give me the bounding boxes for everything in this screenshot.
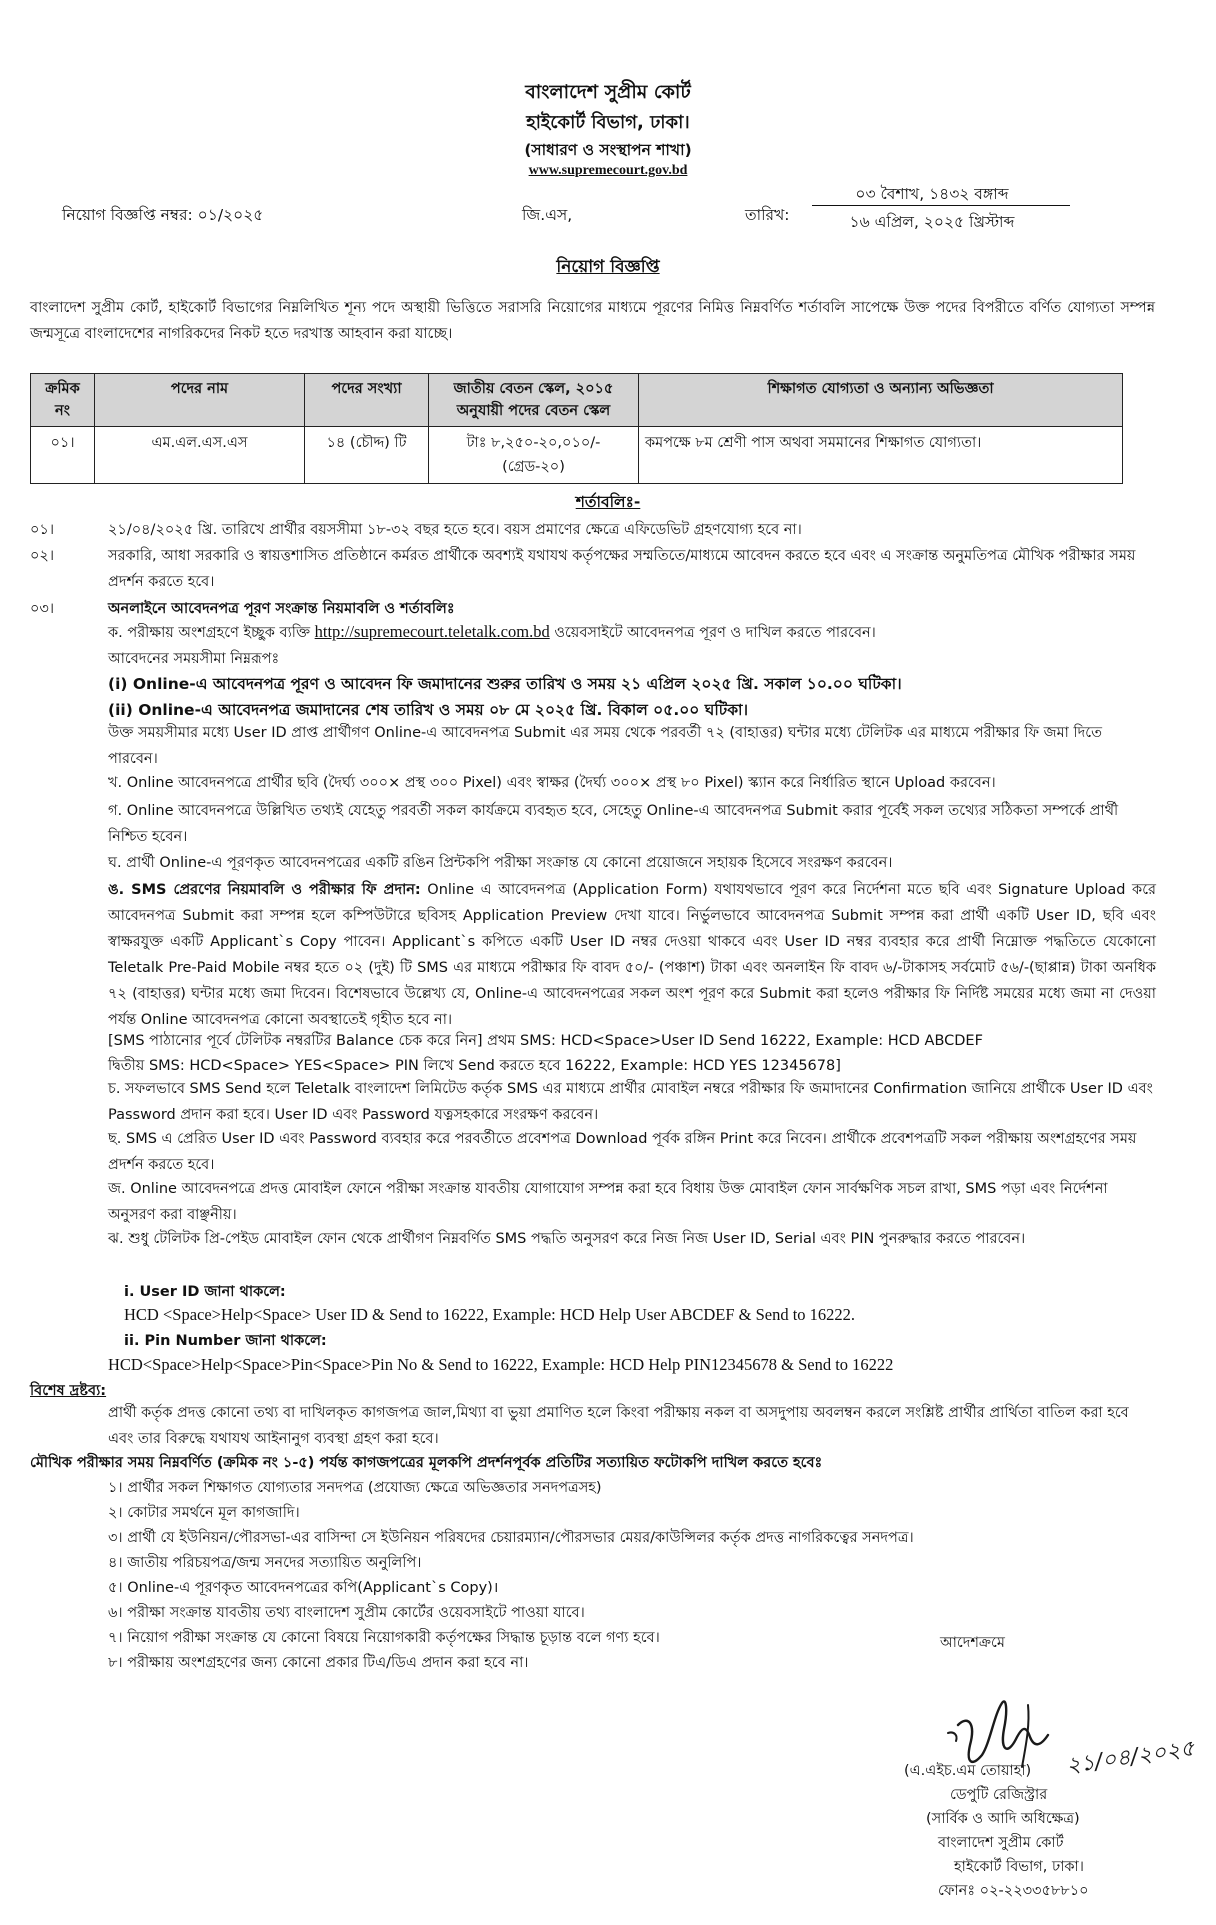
viva-title: মৌখিক পরীক্ষার সময় নিম্নবর্ণিত (ক্রমিক নং ১-৫) পর্যন্ত কাগজপত্রের মূলকপি প্রদর্শনপূর্বক প্রতিটির সত্যায়িত ফটোকপি দাখিল করতে হবেঃ (30, 1455, 823, 1471)
viva-item: ৫। Online-এ পূরণকৃত আবেদনপত্রের কপি(Applicant`s Copy)। (108, 1580, 499, 1596)
online-ka (108, 622, 876, 646)
online-jha: ঝ. শুধু টেলিটক প্রি-পেইড মোবাইল ফোন থেকে প্রার্থীগণ নিম্নবর্ণিত SMS পদ্ধতি অনুসরণ করে নিজ নিজ User ID, Serial এবং PIN পুনরুদ্ধার করতে পারবেন। (108, 1231, 1026, 1247)
page-title: নিয়োগ বিজ্ঞপ্তি (556, 257, 660, 277)
header-org: বাংলাদেশ সুপ্রীম কোর্ট (525, 81, 691, 103)
pin-instruction: HCD<Space>Help<Space>Pin<Space>Pin No & Send to 16222, Example: HCD Help PIN12345678 & Send to 16222 (108, 1355, 894, 1374)
online-kha: খ. Online আবেদনপত্রে প্রার্থীর ছবি (দৈর্ঘ্য ৩০০× প্রস্থ ৩০০ Pixel) এবং স্বাক্ষর (দৈর্ঘ্য ৩০০× প্রস্থ ৮০ Pixel) স্ক্যান করে নির্ধারিত স্থানে Upload করবেন। (108, 775, 996, 791)
online-ka-suffix: ওয়েবসাইটে আবেদনপত্র পূরণ ও দাখিল করতে পারবেন। (554, 625, 876, 641)
online-gha: ঘ. প্রার্থী Online-এ পূরণকৃত আবেদনপত্রের একটি রঙিন প্রিন্টকপি পরীক্ষা সংক্রান্ত যে কোনো প্রয়োজনে সহায়ক হিসেবে সংরক্ষণ করবেন। (108, 855, 893, 871)
online-rules-title: অনলাইনে আবেদনপত্র পূরণ সংক্রান্ত নিয়মাবলি ও শর্তাবলিঃ (108, 601, 455, 617)
viva-item: ৪। জাতীয় পরিচয়পত্র/জন্ম সনদের সত্যায়িত অনুলিপি। (108, 1555, 422, 1571)
teletalk-link[interactable]: http://supremecourt.teletalk.com.bd (314, 622, 550, 641)
cell-post-name: এম.এল.এস.এস (95, 427, 305, 484)
online-ga: গ. Online আবেদনপত্রে উল্লিখিত তথ্যই যেহেতু পরবর্তী সকল কার্যক্রমে ব্যবহৃত হবে, সেহেতু Online-এ আবেদনপত্র Submit করার পূর্বেই সকল তথ্যের সঠিকতা সম্পর্কে প্রার্থী নিশ্চিত হবেন। (108, 803, 1119, 845)
userid-instruction: HCD <Space>Help<Space> User ID & Send to 16222, Example: HCD Help User ABCDEF & Send to 16222. (124, 1305, 856, 1324)
signatory-phone: ফোনঃ ০২-২২৩৩৫৮৮১০ (938, 1883, 1089, 1899)
notice-number: নিয়োগ বিজ্ঞপ্তি নম্বর: ০১/২০২৫ (62, 206, 264, 224)
signatory-org: বাংলাদেশ সুপ্রীম কোর্ট (938, 1835, 1064, 1851)
viva-item: ১। প্রার্থীর সকল শিক্ষাগত যোগ্যতার সনদপত্র (প্রযোজ্য ক্ষেত্রে অভিজ্ঞতার সনদপত্রসহ) (108, 1480, 602, 1496)
table-header-row (31, 374, 1123, 427)
signatory-designation: ডেপুটি রেজিস্ট্রার (950, 1787, 1048, 1803)
condition-number: ০১। (30, 522, 55, 538)
sms-rules-text: Online এ আবেদনপত্র (Application Form) যথাযথভাবে পূরণ করে নির্দেশনা মতে ছবি এবং Signature Upload করে আবেদনপত্র Submit করা সম্পন্ন হলে কম্পিউটারে ছবিসহ Application Preview দেখা যাবে। নির্ভুলভাবে আবেদনপত্র Submit সম্পন্ন করা প্রার্থী একটি User ID, ছবি এবং স্বাক্ষরযুক্ত একটি Applicant`s Copy পাবেন। Applicant`s কপিতে একটি User ID নম্বর দেওয়া থাকবে এবং User ID নম্বর ব্যবহার করে প্রার্থী নিম্নোক্ত পদ্ধতিতে যেকোনো Teletalk Pre-Paid Mobile নম্বর হতে ০২ (দুই) টি SMS এর মাধ্যমে পরীক্ষার ফি বাবদ ৫০/- (পঞ্চাশ) টাকা এবং অনলাইন ফি বাবদ ৬/-টাকাসহ সর্বমোট ৫৬/-(ছাপ্পান্ন) টাকা অনধিক ৭২ (বাহাত্তর) ঘন্টার মধ্যে জমা দিবেন। বিশেষভাবে উল্লেখ্য যে, Online-এ আবেদনপত্রের সকল অংশ পূরণ করে Submit করা হলেও পরীক্ষার ফি নির্দিষ্ট সময়ের মধ্যে জমা না দেওয়া পর্যন্ত Online আবেদনপত্র কোনো অবস্থাতেই গৃহীত হবে না। (108, 882, 1156, 1028)
col-header-post-name: পদের নাম (95, 374, 305, 427)
sms-line-second: দ্বিতীয় SMS: HCD<Space> YES<Space> PIN লিখে Send করতে হবে 16222, Example: HCD YES 12345678] (108, 1058, 841, 1074)
special-note-title: বিশেষ দ্রষ্টব্য: (30, 1383, 107, 1399)
by-order-text: আদেশক্রমে (940, 1635, 1005, 1651)
signature-date: ২১/০৪/২০২৫ (1064, 1736, 1197, 1779)
intro-paragraph: বাংলাদেশ সুপ্রীম কোর্ট, হাইকোর্ট বিভাগের নিম্নলিখিত শূন্য পদে অস্থায়ী ভিত্তিতে সরাসরি নিয়োগের মাধ্যমে পূরণের নিমিত্ত নিম্নবর্ণিত শর্তাবলি সাপেক্ষে উক্ত পদের বিপরীতে বর্ণিত যোগ্যতা সম্পন্ন জন্মসূত্রে বাংলাদেশের নাগরিকদের নিকট হতে দরখাস্ত আহবান করা যাচ্ছে। (30, 300, 1155, 342)
date-label: তারিখ: (745, 206, 790, 224)
col-header-qualification: শিক্ষাগত যোগ্যতা ও অন্যান্য অভিজ্ঞতা (639, 374, 1123, 427)
viva-item: ৬। পরীক্ষা সংক্রান্ত যাবতীয় তথ্য বাংলাদেশ সুপ্রীম কোর্টের ওয়েবসাইটে পাওয়া যাবে। (108, 1605, 585, 1621)
userid-title: i. User ID জানা থাকলে: (124, 1284, 286, 1300)
col-header-pay-scale: জাতীয় বেতন স্কেল, ২০১৫ অনুযায়ী পদের বেতন স্কেল (429, 374, 639, 427)
period-note: উক্ত সময়সীমার মধ্যে User ID প্রাপ্ত প্রার্থীগণ Online-এ আবেদনপত্র Submit এর সময় থেকে পরবর্তী ৭২ (বাহাত্তর) ঘন্টার মধ্যে টেলিটক এর মাধ্যমে পরীক্ষার ফি জমা দিতে পারবেন। (108, 725, 1102, 767)
date-divider (812, 205, 1070, 206)
date-english: ১৬ এপ্রিল, ২০২৫ খ্রিস্টাব্দ (849, 213, 1015, 231)
period-end: (ii) Online-এ আবেদনপত্র জমাদানের শেষ তারিখ ও সময় ০৮ মে ২০২৫ খ্রি. বিকাল ০৫.০০ ঘটিকা। (108, 701, 749, 719)
col-header-serial: ক্রমিক নং (31, 374, 95, 427)
table-row (31, 427, 1123, 484)
sms-rules-title: ঙ. SMS প্রেরণের নিয়মাবলি ও পরীক্ষার ফি প্রদান: (108, 882, 421, 898)
condition-number: ০২। (30, 548, 55, 564)
special-note-text: প্রার্থী কর্তৃক প্রদত্ত কোনো তথ্য বা দাখিলকৃত কাগজপত্র জাল,মিথ্যা বা ভুয়া প্রমাণিত হলে কিংবা পরীক্ষায় নকল বা অসদুপায় অবলম্বন করলে সংশ্লিষ্ট প্রার্থীর প্রার্থিতা বাতিল করা হবে এবং তার বিরুদ্ধে যথাযথ আইনানুগ ব্যবস্থা গ্রহণ করা হবে। (108, 1405, 1129, 1447)
online-ka-prefix: ক. পরীক্ষায় অংশগ্রহণে ইচ্ছুক ব্যক্তি (108, 625, 311, 641)
online-cha: চ. সফলভাবে SMS Send হলে Teletalk বাংলাদেশ লিমিটেড কর্তৃক SMS এর মাধ্যমে প্রার্থীর মোবাইল নম্বরে পরীক্ষার ফি জমাদানের Confirmation জানিয়ে প্রার্থীকে User ID এবং Password প্রদান করা হবে। User ID এবং Password যত্নসহকারে সংরক্ষণ করবেন। (108, 1081, 1153, 1123)
cell-post-count: ১৪ (চৌদ্দ) টি (305, 427, 429, 484)
condition-text: সরকারি, আধা সরকারি ও স্বায়ত্তশাসিত প্রতিষ্ঠানে কর্মরত প্রার্থীকে অবশ্যই যথাযথ কর্তৃপক্ষের সম্মতিতে/মাধ্যমে আবেদন করতে হবে এবং এ সংক্রান্ত অনুমতিপত্র মৌখিক পরীক্ষার সময় প্রদর্শন করতে হবে। (108, 548, 1136, 590)
signatory-branch: (সার্বিক ও আদি অধিক্ষেত্র) (926, 1811, 1080, 1827)
signatory-name: (এ.এইচ.এম তোয়াহা) (904, 1763, 1032, 1779)
signatory-division: হাইকোর্ট বিভাগ, ঢাকা। (954, 1859, 1084, 1875)
online-ja: জ. Online আবেদনপত্রে প্রদত্ত মোবাইল ফোনে পরীক্ষা সংক্রান্ত যাবতীয় যোগাযোগ সম্পন্ন করা হবে বিধায় উক্ত মোবাইল ফোন সার্বক্ষণিক সচল রাখা, SMS পড়া এবং নির্দেশনা অনুসরণ করা বাঞ্ছনীয়। (108, 1181, 1108, 1223)
online-chha: ছ. SMS এ প্রেরিত User ID এবং Password ব্যবহার করে পরবর্তীতে প্রবেশপত্র Download পূর্বক রঙ্গিন Print করে নিবেন। প্রার্থীকে প্রবেশপত্রটি সকল পরীক্ষায় অংশগ্রহণের সময় প্রদর্শন করতে হবে। (108, 1131, 1137, 1173)
condition-text: ২১/০৪/২০২৫ খ্রি. তারিখে প্রার্থীর বয়সসীমা ১৮-৩২ বছর হতে হবে। বয়স প্রমাণের ক্ষেত্রে এফিডেভিট গ্রহণযোগ্য হবে না। (108, 522, 802, 538)
header-branch: (সাধারণ ও সংস্থাপন শাখা) (524, 141, 692, 159)
cell-pay-scale: টাঃ ৮,২৫০-২০,০১০/- (গ্রেড-২০) (429, 427, 639, 484)
online-umo (108, 877, 1156, 1033)
viva-item: ৮। পরীক্ষায় অংশগ্রহণের জন্য কোনো প্রকার টিএ/ডিএ প্রদান করা হবে না। (108, 1655, 529, 1671)
viva-item: ৭। নিয়োগ পরীক্ষা সংক্রান্ত যে কোনো বিষয়ে নিয়োগকারী কর্তৃপক্ষের সিদ্ধান্ত চূড়ান্ত বলে গণ্য হবে। (108, 1630, 660, 1646)
pin-title: ii. Pin Number জানা থাকলে: (124, 1333, 327, 1349)
cell-qualification: কমপক্ষে ৮ম শ্রেণী পাস অথবা সমমানের শিক্ষাগত যোগ্যতা। (639, 427, 1123, 484)
posts-table (30, 373, 1123, 484)
date-bangla: ০৩ বৈশাখ, ১৪৩২ বঙ্গাব্দ (855, 185, 1009, 203)
period-title: আবেদনের সময়সীমা নিম্নরূপঃ (108, 651, 280, 667)
viva-item: ৩। প্রার্থী যে ইউনিয়ন/পৌরসভা-এর বাসিন্দা সে ইউনিয়ন পরিষদের চেয়ারম্যান/পৌরসভার মেয়র/কাউন্সিলর কর্তৃক প্রদত্ত নাগরিকত্বের সনদপত্র। (108, 1530, 914, 1546)
viva-item: ২। কোটার সমর্থনে মূল কাগজাদি। (108, 1505, 300, 1521)
header-division: হাইকোর্ট বিভাগ, ঢাকা। (526, 112, 690, 133)
condition-number: ০৩। (30, 601, 55, 617)
sms-line-first: [SMS পাঠানোর পূর্বে টেলিটক নম্বরটির Balance চেক করে নিন] প্রথম SMS: HCD<Space>User ID Send 16222, Example: HCD ABCDEF (108, 1033, 983, 1049)
cell-serial: ০১। (31, 427, 95, 484)
header-website-link[interactable]: www.supremecourt.gov.bd (528, 163, 688, 178)
conditions-title: শর্তাবলিঃ- (575, 493, 641, 511)
gs-ref: জি.এস, (522, 206, 573, 224)
period-start: (i) Online-এ আবেদনপত্র পূরণ ও আবেদন ফি জমাদানের শুরুর তারিখ ও সময় ২১ এপ্রিল ২০২৫ খ্রি. সকাল ১০.০০ ঘটিকা। (108, 675, 902, 693)
col-header-post-count: পদের সংখ্যা (305, 374, 429, 427)
